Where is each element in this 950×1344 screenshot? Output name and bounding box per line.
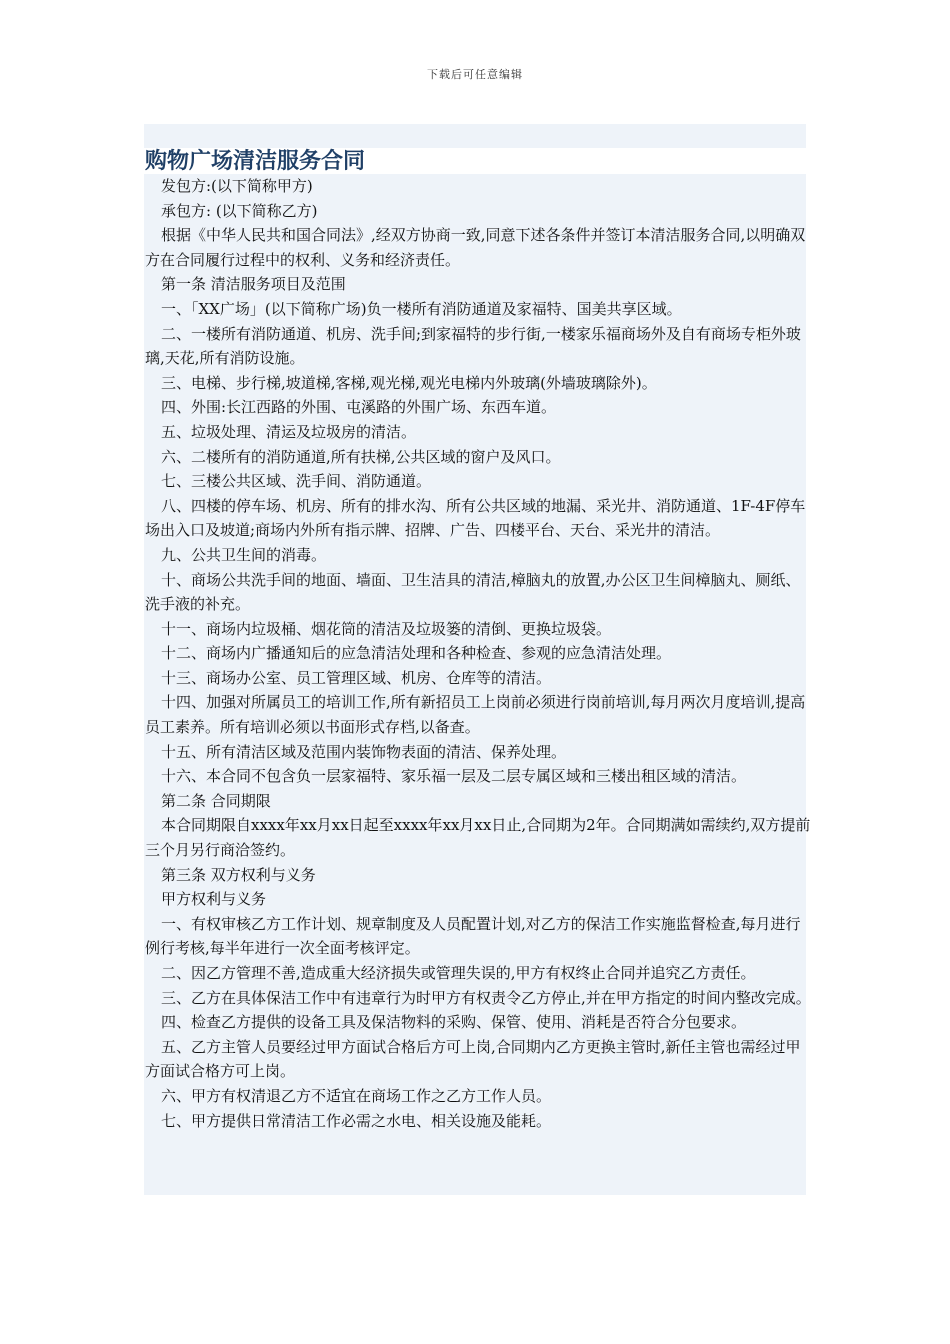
paragraph: 十三、商场办公室、员工管理区域、机房、仓库等的清洁。 [161,668,552,687]
paragraph: 七、三楼公共区域、洗手间、消防通道。 [161,472,432,491]
paragraph: 六、甲方有权清退乙方不适宜在商场工作之乙方工作人员。 [161,1086,552,1105]
paragraph: 四、检查乙方提供的设备工具及保洁物料的采购、保管、使用、消耗是否符合分包要求。 [161,1013,747,1032]
paragraph: 十四、加强对所属员工的培训工作,所有新招员工上岗前必须进行岗前培训,每月两次月度培训,提高员工素养。所有培训必须以书面形式存档,以备查。 [145,693,806,737]
paragraph: 四、外围:长江西路的外围、屯溪路的外围广场、东西车道。 [161,398,557,417]
document-title: 购物广场清洁服务合同 [145,148,366,174]
paragraph: 根据《中华人民共和国合同法》,经双方协商一致,同意下述各条件并签订本清洁服务合同,以明确双方在合同履行过程中的权利、义务和经济责任。 [145,226,806,269]
paragraph: 五、垃圾处理、清运及垃圾房的清洁。 [161,422,417,441]
paragraph: 发包方:(以下简称甲方) [161,177,313,195]
paragraph: 一、「XX广场」(以下简称广场)负一楼所有消防通道及家福特、国美共享区域。 [161,299,682,318]
paragraph: 七、甲方提供日常清洁工作必需之水电、相关设施及能耗。 [161,1111,552,1130]
highlight-band-top [144,124,806,148]
paragraph: 二、因乙方管理不善,造成重大经济损失或管理失误的,甲方有权终止合同并追究乙方责任。 [161,964,756,982]
paragraph: 十、商场公共洗手间的地面、墙面、卫生洁具的清洁,樟脑丸的放置,办公区卫生间樟脑丸、厕纸、洗手液的补充。 [145,570,801,614]
paragraph: 十二、商场内广播通知后的应急清洁处理和各种检查、参观的应急清洁处理。 [161,644,672,663]
section-heading: 第一条 清洁服务项目及范围 [161,275,346,294]
paragraph: 一、有权审核乙方工作计划、规章制度及人员配置计划,对乙方的保洁工作实施监督检查,每月进行例行考核,每半年进行一次全面考核评定。 [145,914,801,958]
paragraph: 本合同期限自xxxx年xx月xx日起至xxxx年xx月xx日止,合同期为2年。合同期满如需续约,双方提前三个月另行商洽签约。 [145,816,811,860]
section-heading: 第三条 双方权利与义务 [161,865,316,884]
paragraph: 三、乙方在具体保洁工作中有违章行为时甲方有权责令乙方停止,并在甲方指定的时间内整改完成。 [161,988,811,1007]
paragraph: 十一、商场内垃圾桶、烟花筒的清洁及垃圾篓的清倒、更换垃圾袋。 [161,619,612,638]
paragraph: 十五、所有清洁区域及范围内装饰物表面的清洁、保养处理。 [161,742,567,761]
paragraph: 二、一楼所有消防通道、机房、洗手间;到家福特的步行街,一楼家乐福商场外及自有商场专柜外玻璃,天花,所有消防设施。 [145,324,801,368]
paragraph: 八、四楼的停车场、机房、所有的排水沟、所有公共区域的地漏、采光井、消防通道、1F-4F停车场出入口及坡道;商场内外所有指示牌、招牌、广告、四楼平台、天台、采光井的清洁。 [145,496,806,540]
paragraph: 五、乙方主管人员要经过甲方面试合格后方可上岗,合同期内乙方更换主管时,新任主管也需经过甲方面试合格方可上岗。 [145,1037,801,1081]
subsection-heading: 甲方权利与义务 [161,890,267,909]
paragraph: 三、电梯、步行梯,坡道梯,客梯,观光梯,观光电梯内外玻璃(外墙玻璃除外)。 [161,373,657,392]
paragraph: 九、公共卫生间的消毒。 [161,545,327,564]
document-body [145,174,813,1133]
paragraph: 十六、本合同不包含负一层家福特、家乐福一层及二层专属区域和三楼出租区域的清洁。 [161,767,747,786]
section-heading: 第二条 合同期限 [161,791,271,810]
paragraph: 承包方: (以下简称乙方) [161,201,318,220]
paragraph: 六、二楼所有的消防通道,所有扶梯,公共区域的窗户及风口。 [161,447,561,466]
page-header-note: 下载后可任意编辑 [427,68,523,81]
